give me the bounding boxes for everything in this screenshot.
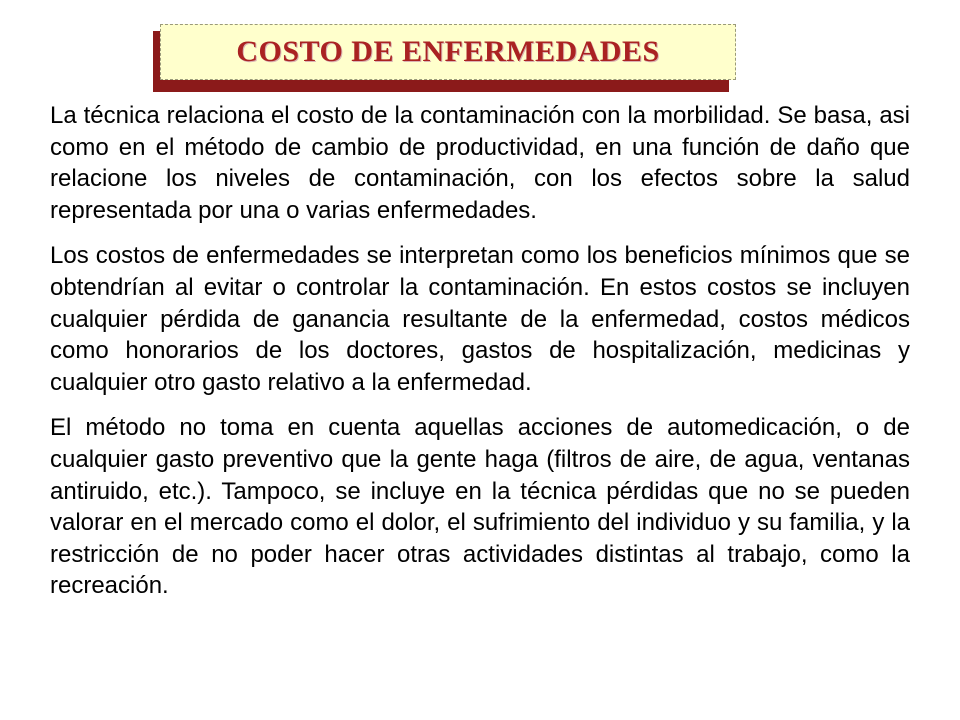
slide-title: COSTO DE ENFERMEDADES (236, 35, 660, 68)
paragraph-2: Los costos de enfermedades se interpretan como los beneficios mínimos que se obtendrían al evitar o controlar la contaminación. En estos costos se incluyen cualquier pérdida de ganancia resultante de la enfermedad, costos médicos como honorarios de los doctores, gastos de hospitalización, medicinas y cualquier otro gasto relativo a la enfermedad. (50, 242, 910, 396)
title-box (160, 24, 736, 80)
body-text (50, 100, 910, 616)
paragraph-1: La técnica relaciona el costo de la contaminación con la morbilidad. Se basa, asi como en el método de cambio de productividad, en una función de daño que relacione los niveles de contaminación, con los efectos sobre la salud representada por una o varias enfermedades. (50, 102, 910, 224)
paragraph-3: El método no toma en cuenta aquellas acciones de automedicación, o de cualquier gasto preventivo que la gente haga (filtros de aire, de agua, ventanas antiruido, etc.). Tampoco, se incluye en la técnica pérdidas que no se pueden valorar en el mercado como el dolor, el sufrimiento del individuo y su familia, y la restricción de no poder hacer otras actividades distintas al trabajo, como la recreación. (50, 414, 910, 600)
